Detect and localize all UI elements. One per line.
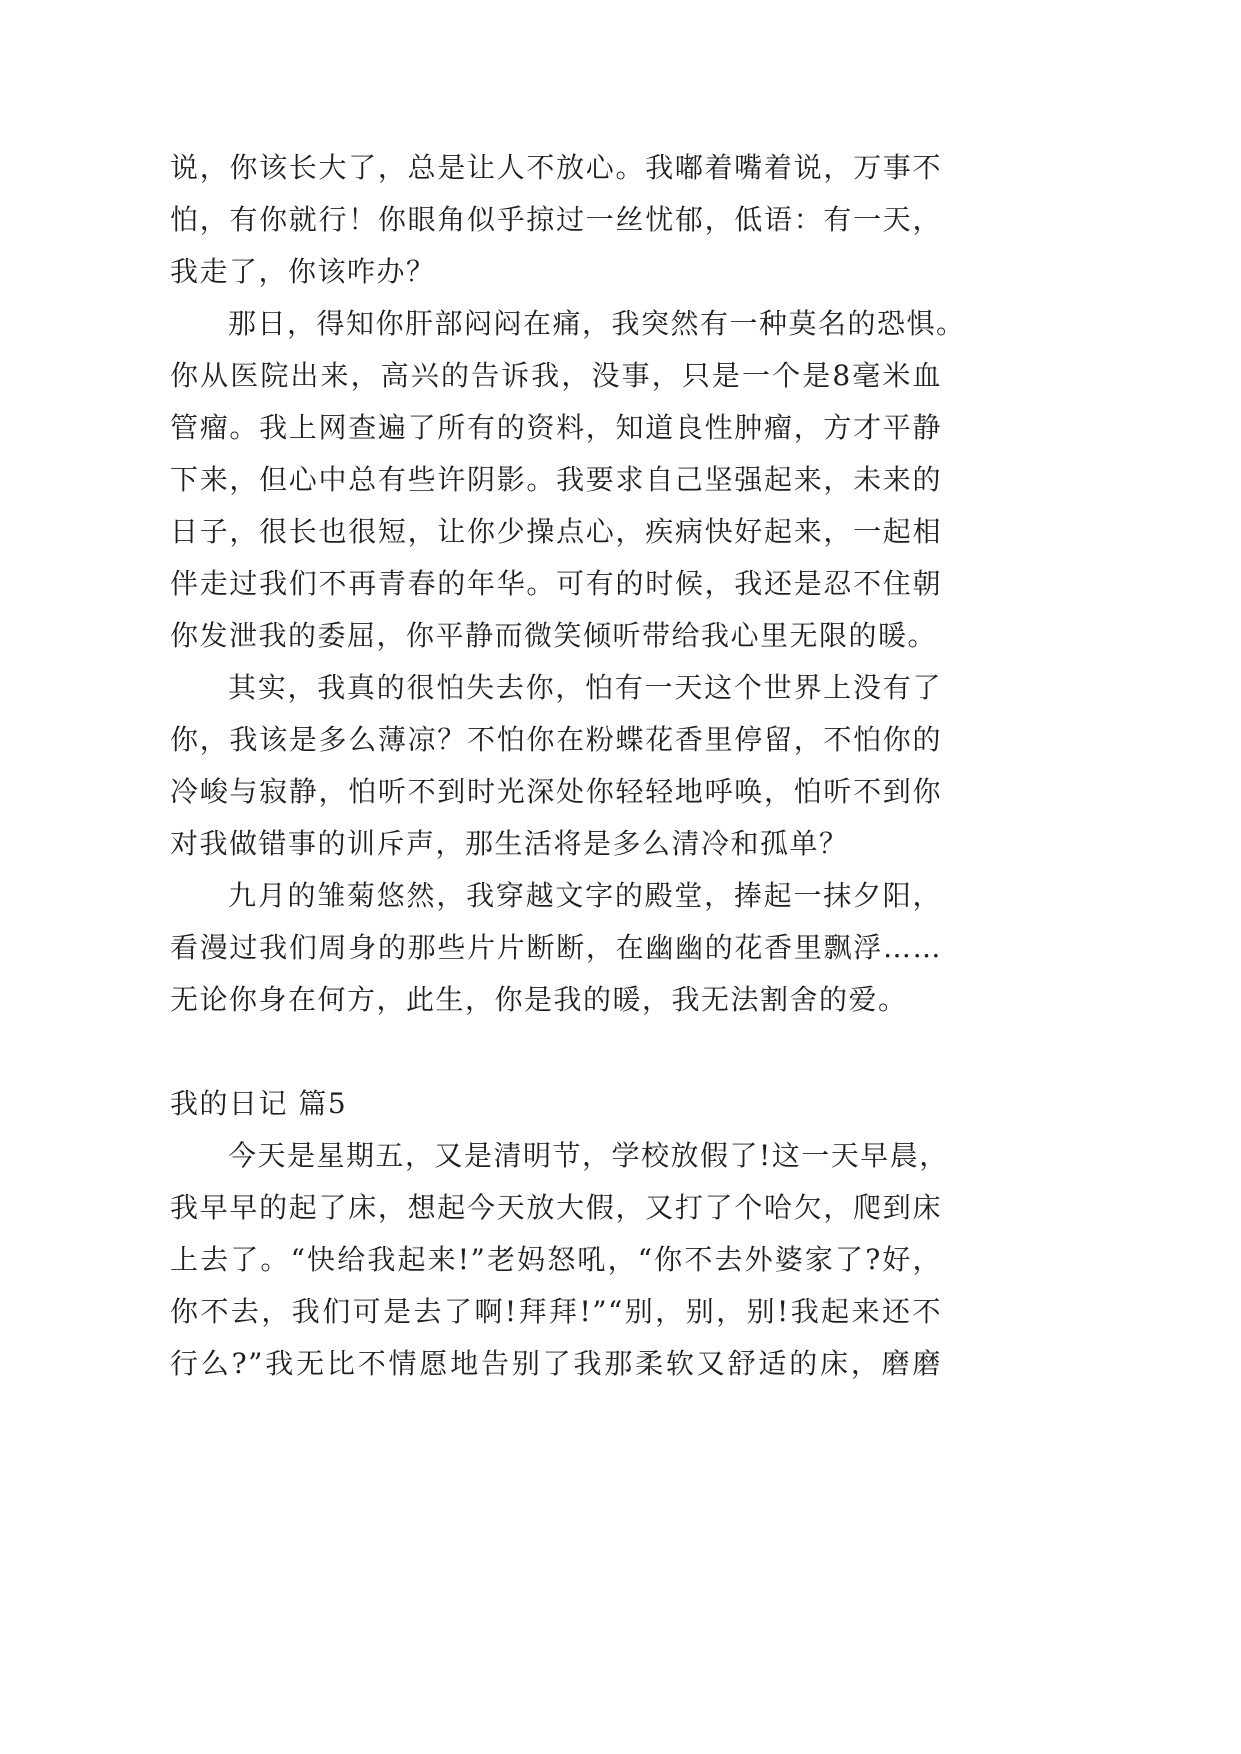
- text-line: 看漫过我们周身的那些片片断断，在幽幽的花香里飘浮……: [170, 931, 942, 964]
- text-line: 管瘤。我上网查遍了所有的资料，知道良性肿瘤，方才平静: [170, 411, 942, 444]
- text-line: 你从医院出来，高兴的告诉我，没事，只是一个是8毫米血: [170, 359, 942, 392]
- text-line: 冷峻与寂静，怕听不到时光深处你轻轻地呼唤，怕听不到你: [170, 775, 942, 808]
- text-line: 那日，得知你肝部闷闷在痛，我突然有一种莫名的恐惧。: [228, 307, 966, 340]
- paragraph: [170, 870, 970, 1026]
- text-line: 你发泄我的委屈，你平静而微笑倾听带给我心里无限的暖。: [170, 619, 938, 652]
- section-heading: 我的日记 篇5: [170, 1087, 348, 1120]
- text-line: 九月的雏菊悠然，我穿越文字的殿堂，捧起一抹夕阳，: [228, 879, 942, 912]
- text-line: 我早早的起了床，想起今天放大假，又打了个哈欠，爬到床: [170, 1191, 942, 1224]
- text-line: 你，我该是多么薄凉？不怕你在粉蝶花香里停留，不怕你的: [170, 723, 942, 756]
- text-line: 下来，但心中总有些许阴影。我要求自己坚强起来，未来的: [170, 463, 942, 496]
- document-body: [170, 142, 970, 1390]
- text-line: 上去了。“快给我起来!”老妈怒吼，“你不去外婆家了?好，: [170, 1243, 942, 1276]
- text-line: 今天是星期五，又是清明节，学校放假了!这一天早晨，: [228, 1139, 949, 1172]
- text-line: 你不去，我们可是去了啊!拜拜!”“别，别，别!我起来还不: [170, 1295, 942, 1328]
- text-line: 怕，有你就行！你眼角似乎掠过一丝忧郁，低语：有一天，: [170, 203, 942, 236]
- paragraph: [170, 142, 970, 298]
- paragraph: [170, 1130, 970, 1390]
- text-line: 其实，我真的很怕失去你，怕有一天这个世界上没有了: [228, 671, 942, 704]
- text-line: 伴走过我们不再青春的年华。可有的时候，我还是忍不住朝: [170, 567, 942, 600]
- text-line: 行么?”我无比不情愿地告别了我那柔软又舒适的床，磨磨: [170, 1347, 942, 1380]
- text-line: 对我做错事的训斥声，那生活将是多么清冷和孤单？: [170, 827, 849, 860]
- text-line: 日子，很长也很短，让你少操点心，疾病快好起来，一起相: [170, 515, 942, 548]
- paragraph: [170, 298, 970, 662]
- text-line: 说，你该长大了，总是让人不放心。我嘟着嘴着说，万事不: [170, 151, 942, 184]
- text-line: 无论你身在何方，此生，你是我的暖，我无法割舍的爱。: [170, 983, 908, 1016]
- paragraph: [170, 662, 970, 870]
- text-line: 我走了，你该咋办？: [170, 255, 436, 288]
